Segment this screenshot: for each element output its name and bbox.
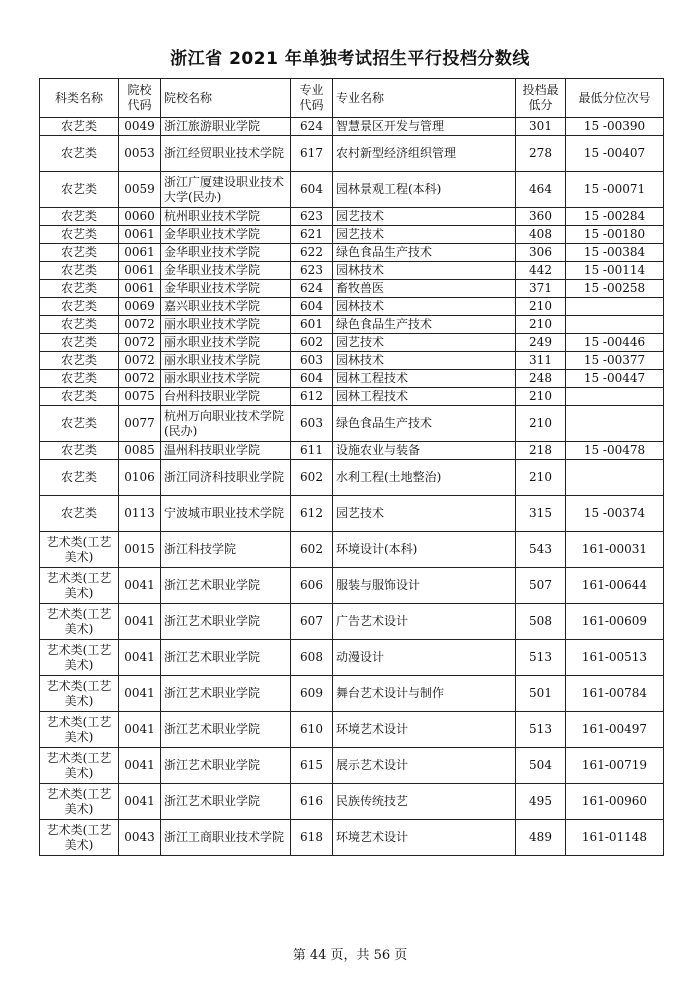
table-row (40, 820, 664, 856)
school-name-cell: 浙江艺术职业学院 (161, 676, 291, 712)
school-name-cell: 浙江同济科技职业学院 (161, 460, 291, 496)
category-cell: 农艺类 (40, 226, 119, 244)
category-cell: 农艺类 (40, 208, 119, 226)
table-row (40, 568, 664, 604)
table-row (40, 262, 664, 280)
major-code-cell: 618 (291, 820, 333, 856)
category-cell: 农艺类 (40, 298, 119, 316)
school-name-cell: 浙江工商职业技术学院 (161, 820, 291, 856)
school-code-cell: 0053 (119, 136, 161, 172)
school-code-cell: 0059 (119, 172, 161, 208)
min-rank-cell: 15 -00071 (566, 172, 664, 208)
header-category: 科类名称 (40, 79, 119, 118)
major-name-cell: 环境设计(本科) (333, 532, 516, 568)
major-name-cell: 环境艺术设计 (333, 820, 516, 856)
major-code-cell: 624 (291, 118, 333, 136)
school-name-cell: 丽水职业技术学院 (161, 316, 291, 334)
category-cell: 农艺类 (40, 406, 119, 442)
min-score-cell: 210 (516, 298, 566, 316)
min-score-cell: 278 (516, 136, 566, 172)
category-cell: 农艺类 (40, 118, 119, 136)
category-cell: 艺术类(工艺美术) (40, 532, 119, 568)
school-name-cell: 宁波城市职业技术学院 (161, 496, 291, 532)
major-code-cell: 603 (291, 352, 333, 370)
header-major-name: 专业名称 (333, 79, 516, 118)
major-code-cell: 610 (291, 712, 333, 748)
school-name-cell: 丽水职业技术学院 (161, 352, 291, 370)
major-code-cell: 603 (291, 406, 333, 442)
major-name-cell: 广告艺术设计 (333, 604, 516, 640)
min-score-cell: 408 (516, 226, 566, 244)
table-row (40, 496, 664, 532)
major-code-cell: 602 (291, 334, 333, 352)
min-rank-cell: 161-00784 (566, 676, 664, 712)
min-rank-cell: 161-00719 (566, 748, 664, 784)
major-code-cell: 602 (291, 532, 333, 568)
school-name-cell: 台州科技职业学院 (161, 388, 291, 406)
min-score-cell: 513 (516, 712, 566, 748)
table-row (40, 388, 664, 406)
school-code-cell: 0041 (119, 604, 161, 640)
major-name-cell: 动漫设计 (333, 640, 516, 676)
school-code-cell: 0041 (119, 568, 161, 604)
major-name-cell: 园林景观工程(本科) (333, 172, 516, 208)
major-code-cell: 617 (291, 136, 333, 172)
table-row (40, 316, 664, 334)
major-name-cell: 绿色食品生产技术 (333, 316, 516, 334)
table-row (40, 640, 664, 676)
major-code-cell: 621 (291, 226, 333, 244)
category-cell: 农艺类 (40, 352, 119, 370)
major-name-cell: 环境艺术设计 (333, 712, 516, 748)
major-name-cell: 园林技术 (333, 262, 516, 280)
table-row (40, 406, 664, 442)
school-name-cell: 金华职业技术学院 (161, 262, 291, 280)
school-code-cell: 0113 (119, 496, 161, 532)
min-rank-cell (566, 316, 664, 334)
min-rank-cell: 15 -00377 (566, 352, 664, 370)
table-row (40, 280, 664, 298)
category-cell: 农艺类 (40, 136, 119, 172)
major-name-cell: 园林工程技术 (333, 388, 516, 406)
min-rank-cell: 15 -00180 (566, 226, 664, 244)
school-name-cell: 金华职业技术学院 (161, 244, 291, 262)
school-code-cell: 0075 (119, 388, 161, 406)
min-rank-cell: 15 -00407 (566, 136, 664, 172)
school-name-cell: 浙江艺术职业学院 (161, 784, 291, 820)
min-rank-cell: 15 -00114 (566, 262, 664, 280)
min-score-cell: 218 (516, 442, 566, 460)
table-row (40, 784, 664, 820)
school-code-cell: 0061 (119, 226, 161, 244)
major-name-cell: 农村新型经济组织管理 (333, 136, 516, 172)
min-score-cell: 301 (516, 118, 566, 136)
table-row (40, 298, 664, 316)
school-name-cell: 金华职业技术学院 (161, 280, 291, 298)
school-name-cell: 嘉兴职业技术学院 (161, 298, 291, 316)
min-score-cell: 248 (516, 370, 566, 388)
table-row (40, 370, 664, 388)
min-rank-cell: 15 -00374 (566, 496, 664, 532)
major-code-cell: 612 (291, 496, 333, 532)
min-rank-cell: 15 -00446 (566, 334, 664, 352)
min-score-cell: 210 (516, 388, 566, 406)
school-code-cell: 0077 (119, 406, 161, 442)
school-code-cell: 0061 (119, 280, 161, 298)
min-score-cell: 495 (516, 784, 566, 820)
school-name-cell: 杭州万向职业技术学院(民办) (161, 406, 291, 442)
school-name-cell: 浙江艺术职业学院 (161, 568, 291, 604)
table-row (40, 136, 664, 172)
school-code-cell: 0060 (119, 208, 161, 226)
major-name-cell: 服装与服饰设计 (333, 568, 516, 604)
major-code-cell: 604 (291, 172, 333, 208)
school-name-cell: 浙江广厦建设职业技术大学(民办) (161, 172, 291, 208)
min-score-cell: 311 (516, 352, 566, 370)
major-name-cell: 园艺技术 (333, 226, 516, 244)
min-rank-cell: 15 -00258 (566, 280, 664, 298)
min-score-cell: 315 (516, 496, 566, 532)
table-row (40, 172, 664, 208)
table-row (40, 460, 664, 496)
min-rank-cell: 161-00031 (566, 532, 664, 568)
school-name-cell: 丽水职业技术学院 (161, 370, 291, 388)
school-code-cell: 0085 (119, 442, 161, 460)
table-row (40, 712, 664, 748)
major-code-cell: 601 (291, 316, 333, 334)
min-rank-cell: 15 -00447 (566, 370, 664, 388)
min-score-cell: 508 (516, 604, 566, 640)
category-cell: 农艺类 (40, 172, 119, 208)
category-cell: 农艺类 (40, 316, 119, 334)
major-name-cell: 园艺技术 (333, 208, 516, 226)
school-code-cell: 0041 (119, 784, 161, 820)
school-code-cell: 0015 (119, 532, 161, 568)
min-rank-cell (566, 298, 664, 316)
school-code-cell: 0041 (119, 748, 161, 784)
major-name-cell: 智慧景区开发与管理 (333, 118, 516, 136)
major-name-cell: 园林技术 (333, 352, 516, 370)
major-code-cell: 611 (291, 442, 333, 460)
major-name-cell: 绿色食品生产技术 (333, 406, 516, 442)
category-cell: 农艺类 (40, 334, 119, 352)
school-code-cell: 0072 (119, 316, 161, 334)
school-name-cell: 浙江艺术职业学院 (161, 604, 291, 640)
category-cell: 艺术类(工艺美术) (40, 712, 119, 748)
major-code-cell: 607 (291, 604, 333, 640)
school-code-cell: 0043 (119, 820, 161, 856)
min-rank-cell: 15 -00384 (566, 244, 664, 262)
min-score-cell: 464 (516, 172, 566, 208)
min-rank-cell (566, 460, 664, 496)
table-row (40, 118, 664, 136)
school-code-cell: 0106 (119, 460, 161, 496)
header-min-rank: 最低分位次号 (566, 79, 664, 118)
table-row (40, 208, 664, 226)
min-score-cell: 306 (516, 244, 566, 262)
major-code-cell: 623 (291, 262, 333, 280)
table-row (40, 334, 664, 352)
school-name-cell: 杭州职业技术学院 (161, 208, 291, 226)
school-code-cell: 0072 (119, 334, 161, 352)
major-code-cell: 616 (291, 784, 333, 820)
table-row (40, 226, 664, 244)
score-table (39, 78, 664, 856)
page-title: 浙江省 2021 年单独考试招生平行投档分数线 (170, 49, 530, 69)
category-cell: 农艺类 (40, 262, 119, 280)
min-score-cell: 360 (516, 208, 566, 226)
table-row (40, 604, 664, 640)
category-cell: 艺术类(工艺美术) (40, 820, 119, 856)
table-row (40, 244, 664, 262)
school-name-cell: 浙江科技学院 (161, 532, 291, 568)
table-row (40, 352, 664, 370)
table-body (40, 118, 664, 856)
major-name-cell: 设施农业与装备 (333, 442, 516, 460)
header-school-code: 院校代码 (119, 79, 161, 118)
min-score-cell: 210 (516, 406, 566, 442)
major-name-cell: 舞台艺术设计与制作 (333, 676, 516, 712)
min-score-cell: 507 (516, 568, 566, 604)
min-rank-cell: 161-00513 (566, 640, 664, 676)
school-code-cell: 0061 (119, 244, 161, 262)
school-name-cell: 丽水职业技术学院 (161, 334, 291, 352)
major-name-cell: 绿色食品生产技术 (333, 244, 516, 262)
category-cell: 农艺类 (40, 280, 119, 298)
school-name-cell: 浙江艺术职业学院 (161, 712, 291, 748)
header-major-code: 专业代码 (291, 79, 333, 118)
min-rank-cell: 161-00497 (566, 712, 664, 748)
school-code-cell: 0041 (119, 640, 161, 676)
category-cell: 艺术类(工艺美术) (40, 676, 119, 712)
min-rank-cell: 161-01148 (566, 820, 664, 856)
min-score-cell: 249 (516, 334, 566, 352)
min-rank-cell (566, 406, 664, 442)
major-code-cell: 612 (291, 388, 333, 406)
major-code-cell: 624 (291, 280, 333, 298)
school-name-cell: 浙江旅游职业学院 (161, 118, 291, 136)
min-score-cell: 210 (516, 316, 566, 334)
table-row (40, 748, 664, 784)
min-score-cell: 543 (516, 532, 566, 568)
category-cell: 农艺类 (40, 388, 119, 406)
table-header-row (40, 79, 664, 118)
school-name-cell: 金华职业技术学院 (161, 226, 291, 244)
major-name-cell: 展示艺术设计 (333, 748, 516, 784)
major-code-cell: 602 (291, 460, 333, 496)
min-score-cell: 504 (516, 748, 566, 784)
min-score-cell: 489 (516, 820, 566, 856)
table-row (40, 532, 664, 568)
major-name-cell: 民族传统技艺 (333, 784, 516, 820)
min-score-cell: 513 (516, 640, 566, 676)
header-school-name: 院校名称 (161, 79, 291, 118)
major-code-cell: 606 (291, 568, 333, 604)
major-name-cell: 园林技术 (333, 298, 516, 316)
major-code-cell: 623 (291, 208, 333, 226)
category-cell: 艺术类(工艺美术) (40, 784, 119, 820)
min-score-cell: 501 (516, 676, 566, 712)
school-code-cell: 0041 (119, 712, 161, 748)
min-score-cell: 442 (516, 262, 566, 280)
min-rank-cell: 15 -00284 (566, 208, 664, 226)
major-name-cell: 畜牧兽医 (333, 280, 516, 298)
category-cell: 农艺类 (40, 460, 119, 496)
major-name-cell: 园艺技术 (333, 334, 516, 352)
major-code-cell: 604 (291, 370, 333, 388)
category-cell: 农艺类 (40, 496, 119, 532)
category-cell: 艺术类(工艺美术) (40, 748, 119, 784)
major-name-cell: 园艺技术 (333, 496, 516, 532)
school-name-cell: 浙江经贸职业技术学院 (161, 136, 291, 172)
min-rank-cell: 161-00960 (566, 784, 664, 820)
major-name-cell: 水利工程(土地整治) (333, 460, 516, 496)
school-code-cell: 0049 (119, 118, 161, 136)
page-footer: 第 44 页，共 56 页 (292, 948, 408, 963)
school-code-cell: 0061 (119, 262, 161, 280)
major-code-cell: 622 (291, 244, 333, 262)
header-min-score: 投档最低分 (516, 79, 566, 118)
school-name-cell: 浙江艺术职业学院 (161, 640, 291, 676)
category-cell: 艺术类(工艺美术) (40, 568, 119, 604)
min-rank-cell (566, 388, 664, 406)
min-score-cell: 371 (516, 280, 566, 298)
school-name-cell: 温州科技职业学院 (161, 442, 291, 460)
category-cell: 农艺类 (40, 370, 119, 388)
table-row (40, 676, 664, 712)
category-cell: 艺术类(工艺美术) (40, 604, 119, 640)
school-code-cell: 0069 (119, 298, 161, 316)
major-name-cell: 园林工程技术 (333, 370, 516, 388)
major-code-cell: 609 (291, 676, 333, 712)
major-code-cell: 608 (291, 640, 333, 676)
min-rank-cell: 15 -00390 (566, 118, 664, 136)
min-rank-cell: 161-00609 (566, 604, 664, 640)
min-rank-cell: 15 -00478 (566, 442, 664, 460)
category-cell: 艺术类(工艺美术) (40, 640, 119, 676)
table-row (40, 442, 664, 460)
category-cell: 农艺类 (40, 442, 119, 460)
school-code-cell: 0072 (119, 352, 161, 370)
major-code-cell: 615 (291, 748, 333, 784)
min-rank-cell: 161-00644 (566, 568, 664, 604)
school-code-cell: 0072 (119, 370, 161, 388)
major-code-cell: 604 (291, 298, 333, 316)
category-cell: 农艺类 (40, 244, 119, 262)
school-code-cell: 0041 (119, 676, 161, 712)
min-score-cell: 210 (516, 460, 566, 496)
school-name-cell: 浙江艺术职业学院 (161, 748, 291, 784)
